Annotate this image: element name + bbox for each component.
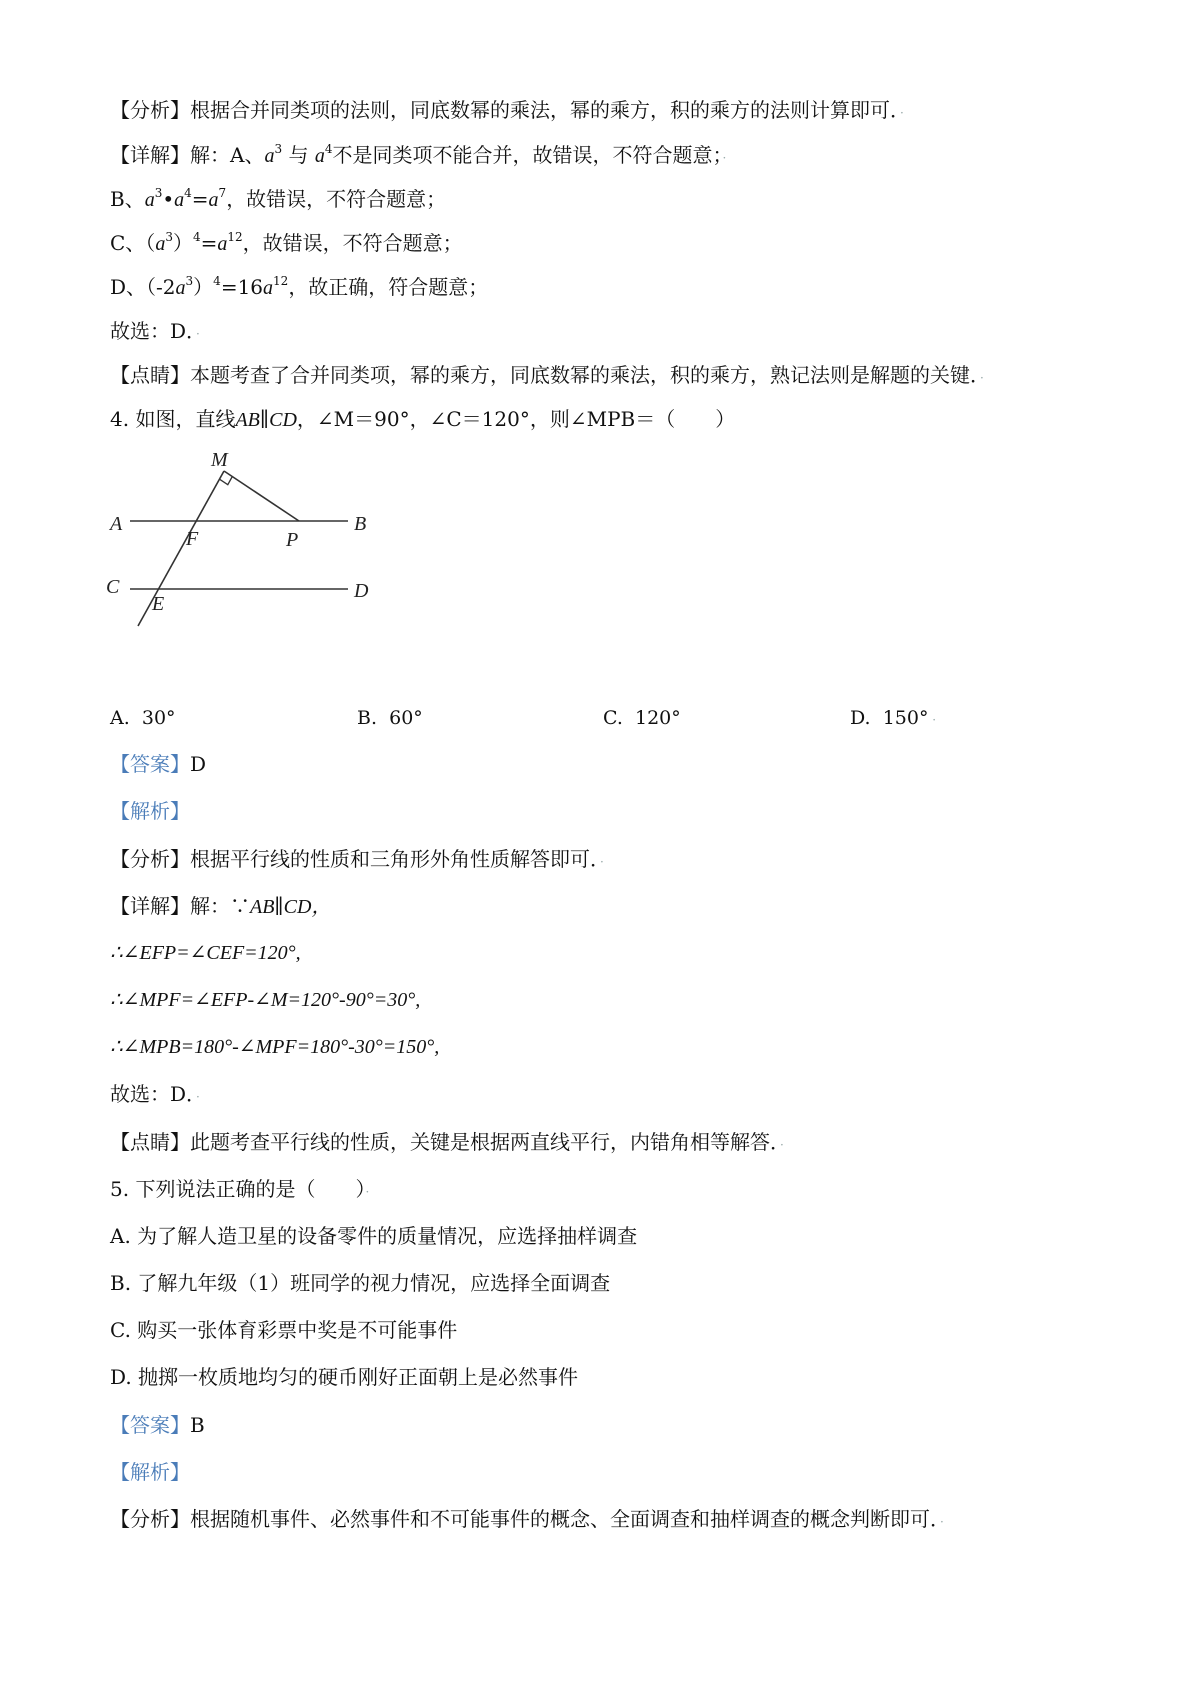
- q5-option-b: B. 了解九年级（1）班同学的视力情况，应选择全面调查: [110, 1271, 611, 1295]
- label-e: E: [152, 593, 165, 615]
- q4-geometry-figure: [100, 440, 380, 680]
- q4-option-d: D. 150° ·: [850, 707, 937, 729]
- q4-comment: 【点睛】此题考查平行线的性质，关键是根据两直线平行，内错角相等解答．·: [110, 1130, 784, 1154]
- q3-detail-c: C、$(a^3)^4=a^{12}$，故错误，不符合题意；: [110, 230, 463, 255]
- q4-step-2: ∴∠MPF=∠EFP-∠M=120°-90°=30°,: [110, 989, 421, 1011]
- q3-detail-d: D、$(-2a^3)^4=16a^{12}$，故正确，符合题意；: [110, 274, 489, 299]
- q4-option-b: B. 60°: [357, 707, 423, 729]
- label-c: C: [106, 576, 120, 598]
- q4-analysis-tag: 【解析】: [110, 799, 190, 823]
- q5-option-d: D. 抛掷一枚质地均匀的硬币刚好正面朝上是必然事件: [110, 1365, 579, 1389]
- q4-option-c: C. 120°: [603, 707, 681, 729]
- q3-analysis: 【分析】根据合并同类项的法则，同底数幂的乘法，幂的乘方，积的乘方的法则计算即可．·: [110, 98, 904, 122]
- segment-mp: [224, 471, 299, 521]
- q5-option-a: A. 为了解人造卫星的设备零件的质量情况，应选择抽样调查: [110, 1224, 638, 1248]
- q4-option-a: A. 30°: [110, 707, 176, 729]
- q4-step-3: ∴∠MPB=180°-∠MPF=180°-30°=150°,: [110, 1036, 440, 1058]
- label-f: F: [186, 528, 199, 550]
- q4-choice: 故选：D．·: [110, 1082, 200, 1106]
- label-d: D: [354, 580, 369, 602]
- q4-answer: 【答案】D: [110, 752, 207, 776]
- right-angle-mark: [220, 477, 233, 485]
- label-a: A: [110, 513, 123, 535]
- q3-detail-b: B、$a^3•a^4=a^7$，故错误，不符合题意；: [110, 186, 447, 211]
- q4-analysis: 【分析】根据平行线的性质和三角形外角性质解答即可．·: [110, 847, 604, 871]
- label-p: P: [286, 529, 299, 551]
- q4-detail: 【详解】解：∵AB∥CD，: [110, 894, 332, 918]
- q5-analysis-tag: 【解析】: [110, 1460, 190, 1484]
- label-m: M: [211, 449, 228, 471]
- q3-detail-a: 【详解】解：A、$a^3$ 与 $a^4$不是同类项不能合并，故错误，不符合题意；·: [110, 142, 727, 167]
- q5-stem: 5. 下列说法正确的是（ ）·: [110, 1177, 370, 1201]
- q5-answer: 【答案】B: [110, 1413, 205, 1437]
- label-b: B: [354, 513, 367, 535]
- q4-stem: 4. 如图，直线AB∥CD，∠M＝90°，∠C＝120°，则∠MPB＝（ ）: [110, 407, 736, 431]
- q5-analysis: 【分析】根据随机事件、必然事件和不可能事件的概念、全面调查和抽样调查的概念判断即可．·: [110, 1507, 944, 1531]
- line-me: [138, 471, 224, 626]
- q3-comment: 【点睛】本题考查了合并同类项，幂的乘方，同底数幂的乘法，积的乘方，熟记法则是解题的关键．·: [110, 363, 984, 387]
- q4-step-1: ∴∠EFP=∠CEF=120°,: [110, 942, 301, 964]
- q5-option-c: C. 购买一张体育彩票中奖是不可能事件: [110, 1318, 458, 1342]
- q3-choice: 故选：D．·: [110, 319, 200, 343]
